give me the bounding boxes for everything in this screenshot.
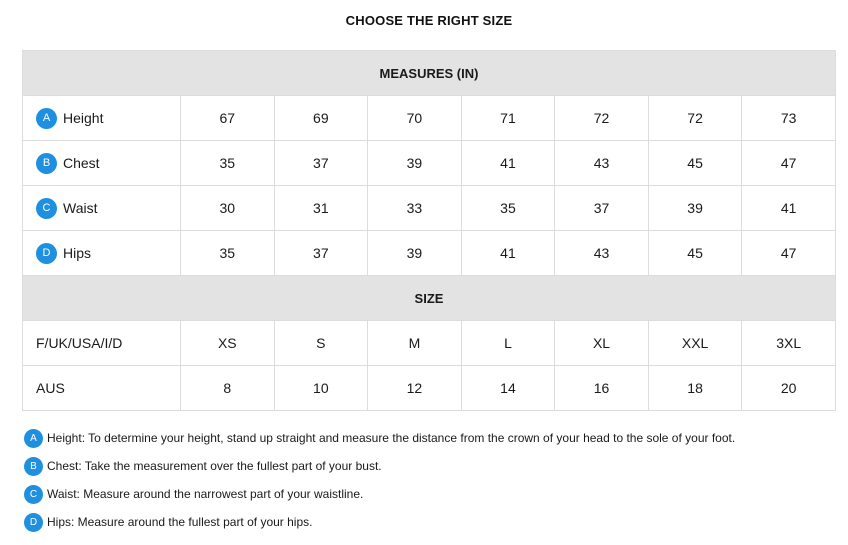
measure-label-cell <box>23 96 181 141</box>
table-cell: 41 <box>461 231 555 276</box>
measure-row-hips <box>23 231 836 276</box>
table-cell: XXL <box>648 321 742 366</box>
size-label: F/UK/USA/I/D <box>23 321 181 366</box>
note-text: Waist: Measure around the narrowest part of your waistline. <box>47 487 364 501</box>
note-height <box>24 424 844 452</box>
table-cell: 72 <box>648 96 742 141</box>
table-cell: 69 <box>274 96 368 141</box>
table-cell: 71 <box>461 96 555 141</box>
table-cell: 33 <box>368 186 462 231</box>
table-cell: 72 <box>555 96 649 141</box>
table-cell: 39 <box>368 231 462 276</box>
note-text: Height: To determine your height, stand up straight and measure the distance from the crown of your head to the sole of your foot. <box>47 431 736 445</box>
size-header-row <box>23 276 836 321</box>
table-cell: XL <box>555 321 649 366</box>
table-cell: 20 <box>742 366 836 411</box>
note-chest <box>24 452 844 480</box>
size-label: AUS <box>23 366 181 411</box>
table-cell: 41 <box>742 186 836 231</box>
note-hips <box>24 508 844 536</box>
badge-b-icon: B <box>36 153 57 174</box>
table-cell: 45 <box>648 231 742 276</box>
table-cell: 43 <box>555 231 649 276</box>
table-cell: 39 <box>368 141 462 186</box>
table-cell: 12 <box>368 366 462 411</box>
table-cell: S <box>274 321 368 366</box>
table-cell: 16 <box>555 366 649 411</box>
size-row-aus <box>23 366 836 411</box>
table-cell: 30 <box>181 186 275 231</box>
size-header: SIZE <box>23 276 836 321</box>
badge-c-icon: C <box>36 198 57 219</box>
measure-label: Height <box>63 110 104 126</box>
size-chart-table <box>22 50 836 411</box>
table-cell: 45 <box>648 141 742 186</box>
table-cell: 47 <box>742 231 836 276</box>
table-cell: 14 <box>461 366 555 411</box>
table-cell: 35 <box>461 186 555 231</box>
badge-d-icon: D <box>24 513 43 532</box>
table-cell: 37 <box>555 186 649 231</box>
badge-c-icon: C <box>24 485 43 504</box>
badge-a-icon: A <box>36 108 57 129</box>
table-cell: 8 <box>181 366 275 411</box>
measure-label-cell <box>23 186 181 231</box>
measure-row-waist <box>23 186 836 231</box>
table-cell: L <box>461 321 555 366</box>
badge-d-icon: D <box>36 243 57 264</box>
badge-a-icon: A <box>24 429 43 448</box>
table-cell: 39 <box>648 186 742 231</box>
measure-row-height <box>23 96 836 141</box>
table-cell: M <box>368 321 462 366</box>
measure-label: Waist <box>63 200 98 216</box>
table-cell: 67 <box>181 96 275 141</box>
note-text: Chest: Take the measurement over the fullest part of your bust. <box>47 459 382 473</box>
note-text: Hips: Measure around the fullest part of your hips. <box>47 515 313 529</box>
note-waist <box>24 480 844 508</box>
table-cell: 10 <box>274 366 368 411</box>
table-cell: 31 <box>274 186 368 231</box>
size-row-eu <box>23 321 836 366</box>
table-cell: XS <box>181 321 275 366</box>
table-cell: 3XL <box>742 321 836 366</box>
table-cell: 41 <box>461 141 555 186</box>
measures-header: MEASURES (IN) <box>23 51 836 96</box>
measures-header-row <box>23 51 836 96</box>
measurement-notes <box>24 424 844 536</box>
table-cell: 73 <box>742 96 836 141</box>
table-cell: 18 <box>648 366 742 411</box>
table-cell: 70 <box>368 96 462 141</box>
measure-row-chest <box>23 141 836 186</box>
measure-label-cell <box>23 231 181 276</box>
badge-b-icon: B <box>24 457 43 476</box>
table-cell: 37 <box>274 141 368 186</box>
measure-label: Chest <box>63 155 100 171</box>
table-cell: 43 <box>555 141 649 186</box>
table-cell: 35 <box>181 231 275 276</box>
table-cell: 47 <box>742 141 836 186</box>
measure-label-cell <box>23 141 181 186</box>
table-cell: 35 <box>181 141 275 186</box>
page-title: CHOOSE THE RIGHT SIZE <box>345 13 513 28</box>
table-cell: 37 <box>274 231 368 276</box>
measure-label: Hips <box>63 245 92 261</box>
